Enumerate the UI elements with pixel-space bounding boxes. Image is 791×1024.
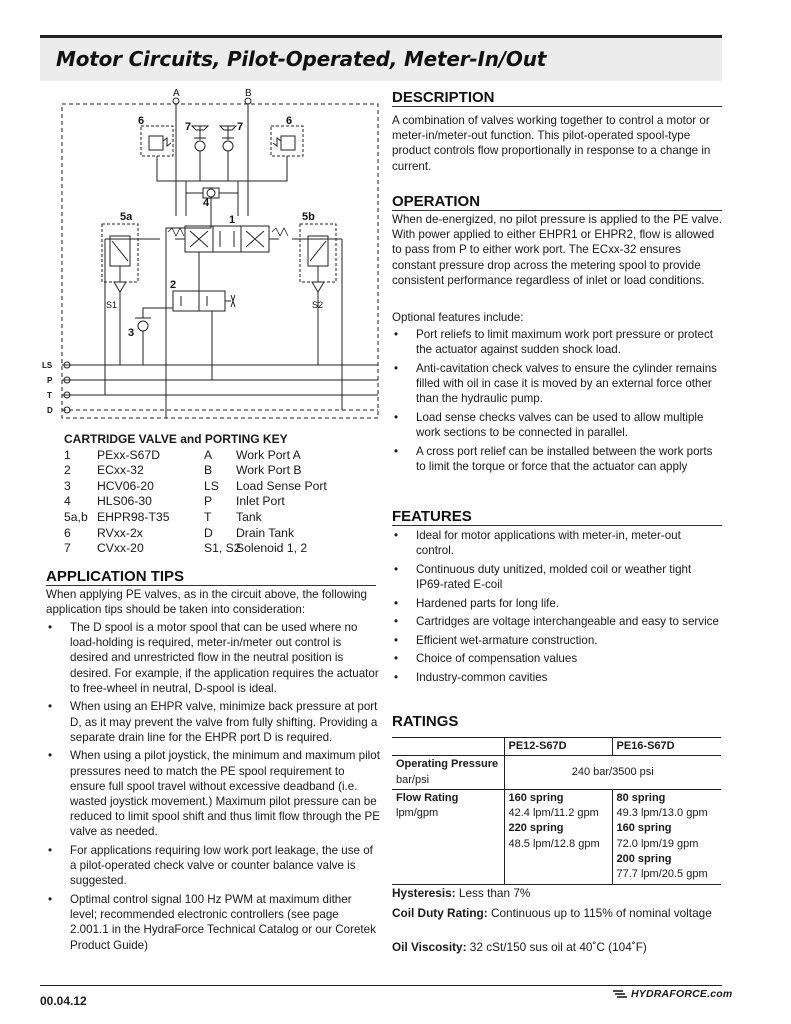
key-row: 5a,b EHPR98-T35 T Tank <box>64 509 262 524</box>
flow-value: 42.4 lpm/11.2 gpm <box>508 807 599 820</box>
list-item: • A cross port relief can be installed between the work ports to limit the torque or force that the actuator can apply <box>392 444 722 474</box>
ratings-heading: RATINGS <box>392 713 459 730</box>
spring-label: 220 spring <box>508 822 564 835</box>
column-header: PE16-S67D <box>612 738 721 756</box>
component-6-left: 6 <box>138 115 145 127</box>
flow-value: 48.5 lpm/12.8 gpm <box>508 837 600 850</box>
key-row: 6 RVxx-2x D Drain Tank <box>64 525 295 540</box>
component-3: 3 <box>128 327 135 339</box>
key-row: 2 ECxx-32 B Work Port B <box>64 463 302 478</box>
table-row <box>392 738 721 756</box>
hydraulic-circuit-diagram <box>40 86 385 431</box>
page-title: Motor Circuits, Pilot-Operated, Meter-In/Out <box>56 47 547 71</box>
key-row: 7 CVxx-20 S1, S2 Solenoid 1, 2 <box>64 541 308 556</box>
flow-value: 49.3 lpm/13.0 gpm <box>616 807 708 820</box>
list-item: • Load sense checks valves can be used to allow multiple work sections to be connected in parallel. <box>392 410 722 440</box>
list-item: • Anti-cavitation check valves to ensure the cylinder remains filled with oil in case it is moved by an external force other than the hydraulic pump. <box>392 361 722 407</box>
hysteresis-spec: Hysteresis: Less than 7% <box>392 886 531 900</box>
oil-viscosity-spec: Oil Viscosity: 32 cSt/150 sus oil at 40˚C (104˚F) <box>392 940 647 954</box>
flow-value: 77.7 lpm/20.5 gpm <box>616 868 708 881</box>
operation-list <box>392 327 722 477</box>
spring-label: 160 spring <box>508 791 564 804</box>
spring-label: 200 spring <box>616 853 672 866</box>
flow-value: 72.0 lpm/19 gpm <box>616 837 699 850</box>
description-text: A combination of valves working together to control a motor or meter-in/meter-out function. This pilot-operated spool-type product controls flow proportionally in response to a change in current. <box>392 114 711 173</box>
operation-heading: OPERATION <box>392 193 722 211</box>
port-d-label: D <box>47 406 53 415</box>
component-5b: 5b <box>302 211 315 223</box>
features-heading: FEATURES <box>392 508 722 526</box>
list-item: • Continuous duty unitized, molded coil or weather tight IP69-rated E-coil <box>392 562 722 592</box>
table-row <box>392 756 721 790</box>
key-row: 1 PExx-S67D A Work Port A <box>64 447 301 462</box>
logo-text: HYDRAFORCE.com <box>631 988 733 1000</box>
coil-duty-spec: Coil Duty Rating: Continuous up to 115% of nominal voltage <box>392 906 712 920</box>
key-title: CARTRIDGE VALVE and PORTING KEY <box>64 432 288 446</box>
ratings-table <box>392 737 721 885</box>
component-1: 1 <box>229 214 236 226</box>
application-tips-heading: APPLICATION TIPS <box>46 568 376 586</box>
solenoid-s1-label: S1 <box>106 300 118 310</box>
application-tips-list <box>46 620 380 956</box>
list-item: • When using an EHPR valve, minimize back pressure at port D, as it may prevent the valve from fully shifting. Providing a separate drain line for the EHPR port D is required. <box>46 699 380 745</box>
features-list <box>392 528 722 689</box>
cartridge-key <box>64 432 384 557</box>
component-5a: 5a <box>120 211 133 223</box>
list-item: • Cartridges are voltage interchangeable and easy to service <box>392 614 722 629</box>
solenoid-s2-label: S2 <box>312 300 324 310</box>
flow-rating-label: Flow Rating <box>396 791 459 804</box>
footer-divider <box>40 985 722 986</box>
list-item: • For applications requiring low work port leakage, the use of a pilot-operated check valve or counter balance valve is suggested. <box>46 843 380 889</box>
port-a-label: A <box>173 88 180 99</box>
list-item: • Hardened parts for long life. <box>392 596 722 611</box>
flow-rating-unit: lpm/gpm <box>396 807 439 820</box>
application-tips-intro: When applying PE valves, as in the circuit above, the following application tips should be taken into consideration: <box>46 588 367 617</box>
list-item: • Optimal control signal 100 Hz PWM at maximum dither level; recommended electronic controllers (see page 2.001.1 in the HydraForce Technical Catalog or our Coretek Product Guide) <box>46 892 380 953</box>
operation-optional-intro: Optional features include: <box>392 311 524 324</box>
operating-pressure-label: Operating Pressure <box>396 758 499 771</box>
list-item: • Choice of compensation values <box>392 651 722 666</box>
page-number: 00.04.12 <box>40 994 87 1008</box>
list-item: • Port reliefs to limit maximum work port pressure or protect the actuator against sudden shock load. <box>392 327 722 357</box>
operating-pressure-value: 240 bar/3500 psi <box>571 766 654 779</box>
component-2: 2 <box>170 279 177 291</box>
description-heading: DESCRIPTION <box>392 89 722 107</box>
spring-label: 160 spring <box>616 822 672 835</box>
list-item: • Ideal for motor applications with meter-in, meter-out control. <box>392 528 722 558</box>
component-7-right: 7 <box>237 121 244 133</box>
table-row <box>392 789 721 884</box>
operating-pressure-unit: bar/psi <box>396 773 430 786</box>
spring-label: 80 spring <box>616 791 666 804</box>
port-b-label: B <box>245 88 252 99</box>
hydraforce-logo-icon <box>612 989 628 999</box>
title-bar <box>40 35 722 81</box>
list-item: • Industry-common cavities <box>392 670 722 685</box>
list-item: • Efficient wet-armature construction. <box>392 633 722 648</box>
component-4: 4 <box>203 197 210 209</box>
list-item: • When using a pilot joystick, the minimum and maximum pilot pressures need to match the PE spool requirement to ensure full spool travel without excessive deadband (i.e. wasted joystick movement.) Maximum pilot pressure can be reduced to limit spool shift and thus limit flow through the PE valve as needed. <box>46 748 380 839</box>
key-row: 3 HCV06-20 LS Load Sense Port <box>64 478 327 493</box>
operation-text: When de-energized, no pilot pressure is applied to the PE valve. With power applied to either EHPR1 or EHPR2, flow is allowed to pass from P to either work port. The ECxx-32 ensures constant pressure drop across the metering spool to provide consistent performance regardless of inlet or load conditions. <box>392 213 722 287</box>
port-ls-label: LS <box>42 361 53 370</box>
component-6-right: 6 <box>286 115 293 127</box>
list-item: • The D spool is a motor spool that can be used where no load-holding is required, meter-in/meter out control is desired and unrestricted flow in the neutral position is desired. For example, if the application requires the actuator to free-wheel in neutral, D-spool is ideal. <box>46 620 380 696</box>
hydraforce-logo <box>612 988 732 1000</box>
port-p-label: P <box>47 376 53 385</box>
port-t-label: T <box>47 391 52 400</box>
component-7-left: 7 <box>185 121 192 133</box>
key-row: 4 HLS06-30 P Inlet Port <box>64 494 285 509</box>
column-header: PE12-S67D <box>504 738 612 756</box>
